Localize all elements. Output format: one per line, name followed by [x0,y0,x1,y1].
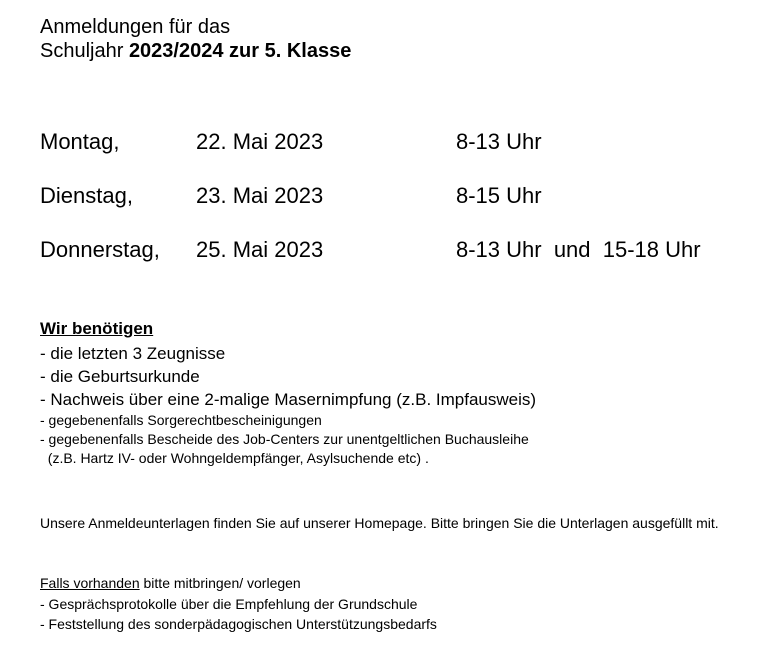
requirement-item: - Nachweis über eine 2-malige Masernimpfung (z.B. Impfausweis) [40,390,537,409]
requirement-item: - die letzten 3 Zeugnisse [40,344,226,363]
title-line-2-prefix: Schuljahr [40,40,129,62]
schedule-date: 25. Mai 2023 [196,237,324,262]
schedule-day: Dienstag, [40,183,133,208]
requirement-item: - die Geburtsurkunde [40,367,200,386]
schedule-time: 8-13 Uhr und 15-18 Uhr [456,237,701,262]
requirements-heading: Wir benötigen [40,319,154,338]
schedule-date: 23. Mai 2023 [196,183,324,208]
bring-item: - Feststellung des sonderpädagogischen Unterstützungsbedarfs [40,616,437,632]
title-line-2 [40,39,351,63]
bring-item: - Gesprächsprotokolle über die Empfehlung der Grundschule [40,595,418,612]
schedule-time: 8-13 Uhr [456,129,542,154]
schedule-date: 22. Mai 2023 [196,129,324,154]
requirement-item: - gegebenenfalls Bescheide des Job-Centers zur unentgeltlichen Buchausleihe [40,431,529,447]
bring-label-rest: bitte mitbringen/ vorlegen [139,575,301,591]
bring-label [40,573,437,594]
documents-note: Unsere Anmeldeunterlagen finden Sie auf unserer Homepage. Bitte bringen Sie die Unterlagen ausgefüllt mit. [40,515,719,531]
requirement-item-continuation: (z.B. Hartz IV- oder Wohngeldempfänger, Asylsuchende etc) . [40,450,429,466]
schedule-row-tuesday [0,182,766,210]
requirement-item: - gegebenenfalls Sorgerechtbescheinigungen [40,412,322,428]
bring-section [40,573,437,635]
title-line-1: Anmeldungen für das [40,16,231,38]
title-line-2-bold: 2023/2024 zur 5. Klasse [128,40,352,62]
schedule-time: 8-15 Uhr [456,183,542,208]
requirements-list [40,342,536,468]
bring-label-underlined: Falls vorhanden [40,575,140,591]
schedule-day: Montag, [40,129,120,154]
schedule-row-monday [0,128,766,156]
schedule-day: Donnerstag, [40,237,160,262]
page-title [40,15,351,63]
schedule-row-thursday [0,236,766,264]
